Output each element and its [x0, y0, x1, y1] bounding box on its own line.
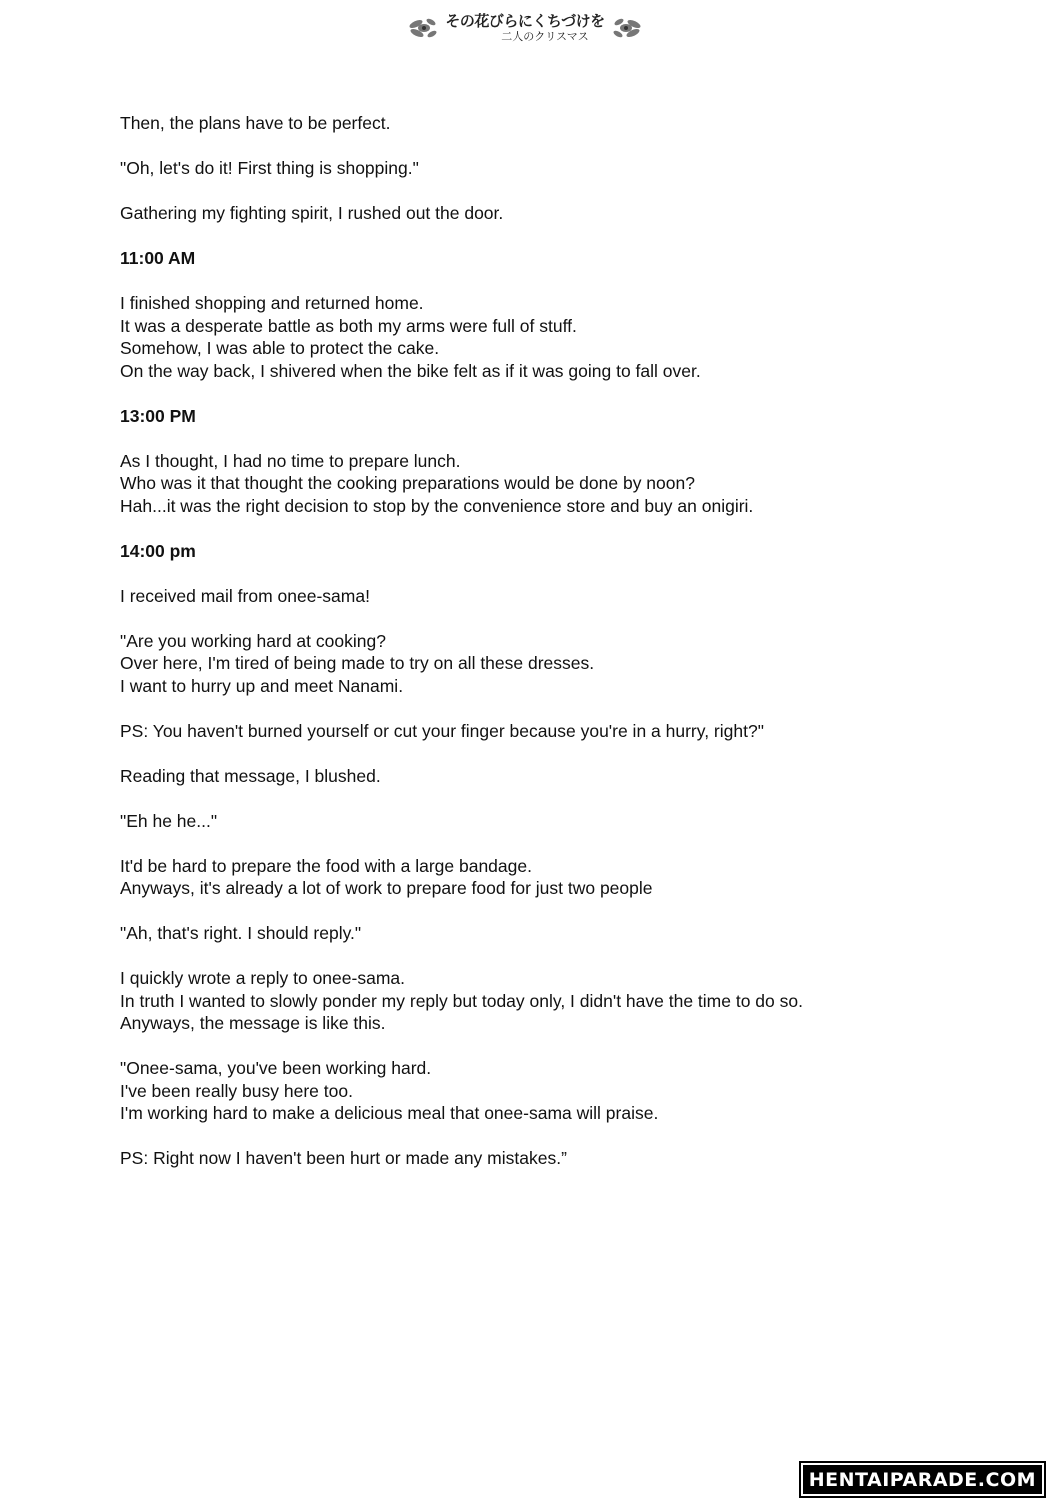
text-line: Somehow, I was able to protect the cake. — [120, 338, 440, 358]
text-line: As I thought, I had no time to prepare lunch. — [120, 450, 461, 471]
text-line: Who was it that thought the cooking preparations would be done by noon? — [120, 473, 695, 493]
page-header — [0, 8, 1050, 48]
text-line: Anyways, it's already a lot of work to prepare food for just two people — [120, 878, 653, 898]
paragraph — [120, 855, 1000, 900]
text-line: It was a desperate battle as both my arms were full of stuff. — [120, 315, 577, 336]
section-time-heading: 11:00 AM — [120, 248, 196, 268]
paragraph — [120, 157, 1000, 180]
paragraph — [120, 112, 1000, 135]
text-line: PS: You haven't burned yourself or cut your finger because you're in a hurry, right?" — [120, 720, 764, 741]
paragraph — [120, 1057, 1000, 1125]
text-line: "Onee-sama, you've been working hard. — [120, 1058, 432, 1078]
flower-ornament-icon — [407, 13, 441, 43]
text-line: I'm working hard to make a delicious meal that onee-sama will praise. — [120, 1103, 659, 1123]
text-line: Anyways, the message is like this. — [120, 1013, 386, 1033]
text-line: PS: Right now I haven't been hurt or made any mistakes.” — [120, 1148, 567, 1168]
paragraph — [120, 922, 1000, 945]
flower-ornament-icon — [609, 13, 643, 43]
text-line: "Ah, that's right. I should reply." — [120, 923, 362, 943]
text-line: Hah...it was the right decision to stop by the convenience store and buy an onigiri. — [120, 495, 754, 516]
header-title-block — [445, 14, 604, 42]
text-line: I want to hurry up and meet Nanami. — [120, 675, 404, 696]
section-time-heading: 14:00 pm — [120, 540, 196, 561]
header-title-group — [407, 13, 642, 43]
paragraph — [120, 585, 1000, 608]
header-subtitle: 二人のクリスマス — [501, 30, 589, 43]
site-watermark: HENTAIPARADE.COM — [801, 1463, 1044, 1496]
text-line: "Oh, let's do it! First thing is shopping." — [120, 158, 419, 178]
text-line: Gathering my fighting spirit, I rushed out the door. — [120, 203, 504, 223]
text-line: Reading that message, I blushed. — [120, 765, 381, 786]
text-line: I've been really busy here too. — [120, 1080, 353, 1101]
paragraph — [120, 202, 1000, 225]
text-line: It'd be hard to prepare the food with a large bandage. — [120, 855, 532, 876]
text-line: "Are you working hard at cooking? — [120, 630, 386, 651]
paragraph — [120, 810, 1000, 833]
text-line: On the way back, I shivered when the bike felt as if it was going to fall over. — [120, 360, 701, 381]
text-line: I quickly wrote a reply to onee-sama. — [120, 968, 405, 988]
section-time-heading: 13:00 PM — [120, 405, 196, 426]
text-line: I finished shopping and returned home. — [120, 293, 424, 313]
document-body — [120, 112, 1000, 1192]
header-title: その花びらにくちづけを — [445, 12, 605, 30]
paragraph — [120, 292, 1000, 382]
text-line: "Eh he he..." — [120, 810, 218, 831]
paragraph — [120, 967, 1000, 1035]
paragraph — [120, 630, 1000, 698]
paragraph — [120, 1147, 1000, 1170]
paragraph — [120, 765, 1000, 788]
text-line: In truth I wanted to slowly ponder my reply but today only, I didn't have the time to do so. — [120, 990, 803, 1011]
text-line: Then, the plans have to be perfect. — [120, 113, 391, 133]
text-line: I received mail from onee-sama! — [120, 585, 370, 606]
text-line: Over here, I'm tired of being made to try on all these dresses. — [120, 653, 595, 673]
paragraph — [120, 450, 1000, 518]
paragraph — [120, 720, 1000, 743]
